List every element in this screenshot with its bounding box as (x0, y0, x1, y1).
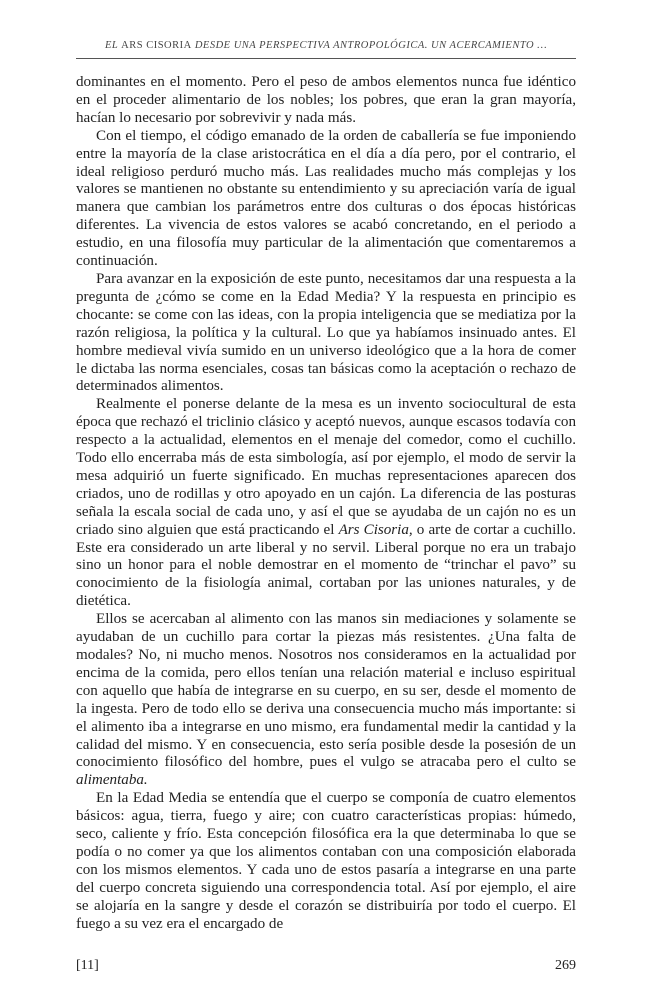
paragraph-1: dominantes en el momento. Pero el peso de ambos elementos nunca fue idéntico en el proceder alimentario de los nobles; los pobres, que eran la gran mayoría, hacían lo necesario por sobrevivir y nada más. (76, 74, 576, 126)
paragraph-4-text-b: o arte de cortar a cuchillo. Este era considerado un arte liberal y no servil. Liberal porque no era un trabajo sino un honor para el noble demostrar en el momento de “trinchar el pavo” su conocimiento de la fisiología animal, cortaban por las uniones naturales, y de dietética. (76, 521, 577, 610)
paragraph-6: En la Edad Media se entendía que el cuerpo se componía de cuatro elementos básicos: agua, tierra, fuego y aire; con cuatro características propias: húmedo, seco, caliente y frío. Esta concepción filosófica era la que determinaba lo que se podía o no comer ya que los alimentos contaban con una composición elaborada con los mismos elementos. Y cada uno de estos pasaría a integrarse en una parte del cuerpo concreta siguiendo una correspondencia total. Así por ejemplo, el aire se alojaría en la sangre y desde el corazón se distribuiría por todo el cuerpo. El fuego a su vez era el encargado de (76, 790, 576, 932)
paragraph-3: Para avanzar en la exposición de este punto, necesitamos dar una respuesta a la pregunta de ¿cómo se come en la Edad Media? Y la respuesta en principio es chocante: se come con las ideas, con la propia inteligencia que se mediatiza por la razón religiosa, la política y la cultural. Lo que ya habíamos insinuado antes. El hombre medieval vivía sumido en un universo ideológico que a la hora de comer le dictaba las norma esenciales, cosas tan básicas como la aceptación o rechazo de determinados alimentos. (76, 270, 576, 395)
running-header (76, 40, 576, 51)
paragraph-5-text-a: Ellos se acercaban al alimento con las manos sin mediaciones y solamente se ayudaban de un cuchillo para cortar la piezas más resistentes. ¿Una falta de modales? No, ni mucho menos. Nosotros nos consideramos en la actualidad por encima de la comida, pero ellos tenían una relación material e incluso espiritual con aquello que había de integrarse en su cuerpo, en su ser, desde el momento de la ingesta. Pero de todo ello se deriva una consecuencia mucho más importante: si el alimento iba a integrarse en uno mismo, era fundamental medir la cantidad y la calidad del mismo. Y en consecuencia, esto sería posible desde la posesión de un conocimiento filosófico del hombre, pues el vulgo se atracaba pero el culto se (76, 611, 576, 771)
page-number: 269 (555, 958, 576, 973)
paragraph-2: Con el tiempo, el código emanado de la orden de caballería se fue imponiendo entre la mayoría de la clase aristocrática en el día a día pero, por el contrario, el ideal religioso perduró mucho más. Las realidades mucho más complejas y los valores se mantienen no obstante su entendimiento y su apreciación varía de igual manera que cambian los parámetros entre dos culturas o dos épocas históricas diferentes. La vivencia de estos valores se acabó concretando, en el periodo a estudio, en una filosofía muy particular de la alimentación que comentaremos a continuación. (76, 127, 576, 270)
header-rest: DESDE UNA PERSPECTIVA ANTROPOLÓGICA. UN ACERCAMIENTO … (191, 40, 548, 51)
alimentaba-italic: alimentaba. (76, 772, 148, 789)
paragraph-4 (76, 396, 576, 611)
ars-cisoria-italic: Ars Cisoria, (338, 521, 413, 538)
footer-section-number: [11] (76, 958, 99, 973)
page-footer (76, 958, 576, 974)
paragraph-4-text-a: Realmente el ponerse delante de la mesa es un invento sociocultural de esta época que rechazó el triclinio clásico y aceptó nuevos, aunque escasos todavía con respecto a la actualidad, elementos en el menaje del comedor, como el cuchillo. Todo ello encerraba más de esta simbología, así por ejemplo, el modo de servir la mesa adquirió un fuerte significado. En muchas representaciones aparecen dos criados, uno de rodillas y otro apoyado en un cajón. La diferencia de las posturas señala la escala social de cada uno, y así el que se ayudaba de un cajón no es un criado sino alguien que está practicando el (76, 396, 576, 538)
body-text (76, 74, 576, 934)
paragraph-5 (76, 611, 576, 790)
header-prefix: EL (104, 40, 122, 51)
header-rule (76, 58, 576, 59)
header-ars-cisoria: ARS CISORIA (121, 40, 192, 51)
